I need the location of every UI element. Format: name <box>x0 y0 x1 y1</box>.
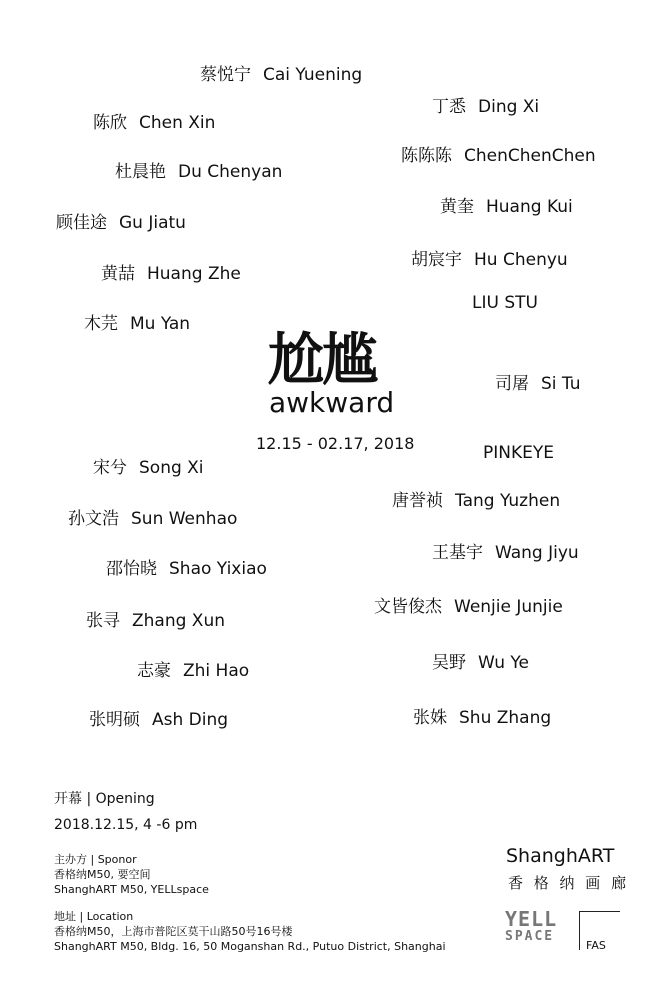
artist-20: 王基宇 Wang Jiyu <box>432 543 579 563</box>
artist-13: 陈陈陈 ChenChenChen <box>401 146 596 166</box>
artist-4: 黄喆 Huang Zhe <box>101 264 241 284</box>
artist-6: 宋兮 Song Xi <box>93 458 204 478</box>
shanghart-logo: ShanghART <box>506 845 615 867</box>
artist-2: 杜晨艳 Du Chenyan <box>115 162 283 182</box>
exhibition-dates: 12.15 - 02.17, 2018 <box>256 434 415 453</box>
artist-10: 志豪 Zhi Hao <box>137 661 250 681</box>
artist-15: 胡宸宇 Hu Chenyu <box>411 250 568 270</box>
yellspace-logo <box>505 907 567 950</box>
artist-16: LIU STU <box>472 293 538 313</box>
artist-8: 邵怡晓 Shao Yixiao <box>106 559 267 579</box>
artist-14: 黄奎 Huang Kui <box>440 197 573 217</box>
location-block <box>54 909 446 954</box>
artist-22: 吴野 Wu Ye <box>432 653 529 673</box>
artist-12: 丁悉 Ding Xi <box>432 97 540 117</box>
yell-logo-top: YELL <box>505 907 558 931</box>
yell-logo-bottom: SPACE <box>505 929 555 944</box>
fas-logo <box>579 911 620 950</box>
artist-23: 张姝 Shu Zhang <box>413 708 552 728</box>
artist-5: 木芫 Mu Yan <box>84 314 191 334</box>
location-line-2: ShanghART M50, Bldg. 16, 50 Moganshan Rd., Putuo District, Shanghai <box>54 940 446 953</box>
shanghart-logo-cn: 香 格 纳 画 廊 <box>508 874 630 892</box>
artist-1: 陈欣 Chen Xin <box>93 113 216 133</box>
exhibition-title-cn: 尬尴 <box>268 328 376 393</box>
sponsor-line-1: 香格纳M50, 要空间 <box>54 868 151 881</box>
opening-time: 2018.12.15, 4 -6 pm <box>54 817 198 833</box>
artist-3: 顾佳途 Gu Jiatu <box>56 213 186 233</box>
artist-9: 张寻 Zhang Xun <box>86 611 226 631</box>
artist-7: 孙文浩 Sun Wenhao <box>68 509 238 529</box>
sponsor-block <box>54 852 209 897</box>
fas-logo-text: FAS <box>586 939 606 952</box>
artist-0: 蔡悦宁 Cai Yuening <box>200 65 363 85</box>
location-label: 地址 | Location <box>54 910 134 923</box>
sponsor-line-2: ShanghART M50, YELLspace <box>54 883 209 896</box>
artist-17: 司屠 Si Tu <box>495 374 581 394</box>
opening-block <box>54 790 197 834</box>
opening-label: 开幕 | Opening <box>54 791 155 807</box>
artist-21: 文皆俊杰 Wenjie Junjie <box>374 597 563 617</box>
sponsor-label: 主办方 | Sponor <box>54 853 137 866</box>
artist-18: PINKEYE <box>483 443 554 463</box>
location-line-1: 香格纳M50，上海市普陀区莫干山路50号16号楼 <box>54 925 293 938</box>
exhibition-title-en: awkward <box>269 386 395 419</box>
artist-19: 唐誉祯 Tang Yuzhen <box>392 491 561 511</box>
artist-11: 张明硕 Ash Ding <box>89 710 229 730</box>
